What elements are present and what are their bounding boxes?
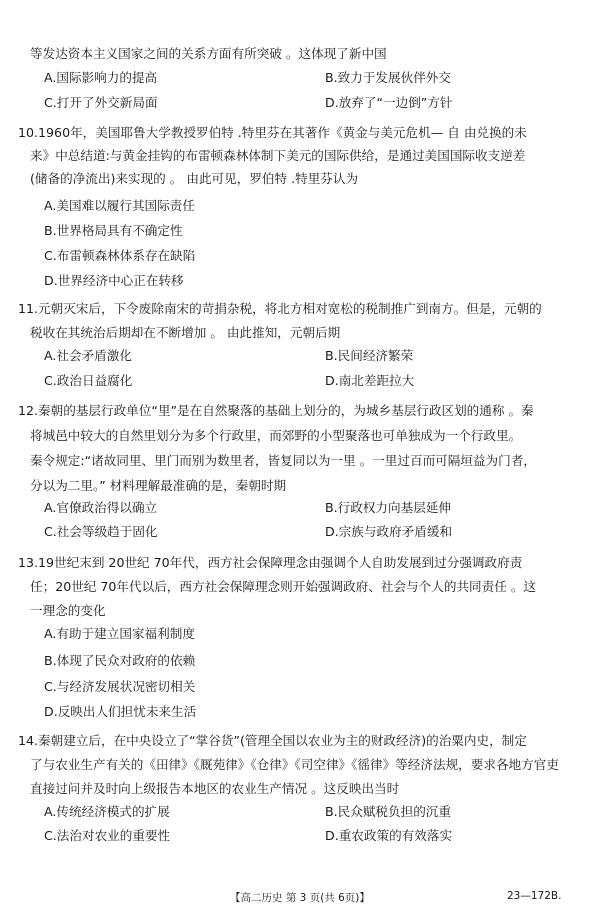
exam-code: 23—172B. — [507, 890, 562, 902]
option-9-b: B.致力于发展伙伴外交 — [325, 70, 451, 85]
question-13-line-2: 任；20世纪 70年代以后，西方社会保障理念则开始强调政府、社会与个人的共同责任 。这 — [30, 579, 537, 594]
question-10-line-2: 来》中总结道:与黄金挂钩的布雷顿森林体制下美元的国际供给，是通过美国国际收支逆差 — [30, 148, 526, 163]
question-10-line-1: 10.1960年，美国耶鲁大学教授罗伯特 .特里芬在其著作《黄金与美元危机— 自 由兑换的未 — [18, 125, 527, 140]
question-13-line-1: 13.19世纪末到 20世纪 70年代，西方社会保障理念由强调个人自助发展到过分强调政府责 — [18, 555, 523, 570]
question-12-line-2: 将城邑中较大的自然里划分为多个行政里，而郊野的小型聚落也可单独成为一个行政里。 — [30, 428, 522, 443]
option-13-b: B.体现了民众对政府的依赖 — [44, 653, 196, 668]
option-13-c: C.与经济发展状况密切相关 — [44, 679, 196, 694]
option-11-c: C.政治日益腐化 — [44, 373, 133, 388]
question-12-line-4: 分以为二里。” 材料理解最准确的是，秦朝时期 — [30, 478, 287, 493]
option-12-c: C.社会等级趋于固化 — [44, 524, 158, 539]
question-11 — [18, 301, 542, 340]
question-10-line-3: (储备的净流出)来实现的 。 由此可见，罗伯特 .特里芬认为 — [30, 171, 359, 186]
question-11-line-1: 11.元朝灭宋后，下令废除南宋的苛捐杂税，将北方相对宽松的税制推广到南方。但是，元朝的 — [18, 301, 542, 316]
option-13-a: A.有助于建立国家福利制度 — [44, 626, 195, 641]
option-11-a: A.社会矛盾激化 — [44, 348, 132, 363]
option-14-a: A.传统经济模式的扩展 — [44, 804, 170, 819]
question-12-line-1: 12.秦朝的基层行政单位“里”是在自然聚落的基础上划分的，为城乡基层行政区划的通称 。秦 — [18, 403, 534, 418]
option-10-b: B.世界格局具有不确定性 — [44, 223, 183, 238]
option-9-d: D.放弃了“一边倒”方针 — [325, 95, 453, 110]
question-13-line-3: 一理念的变化 — [30, 603, 106, 618]
question-12 — [18, 403, 536, 493]
question-10 — [18, 125, 527, 186]
option-11-b: B.民间经济繁荣 — [325, 348, 414, 363]
option-10-d: D.世界经济中心正在转移 — [44, 273, 184, 288]
option-14-d: D.重农政策的有效落实 — [325, 828, 453, 843]
question-13 — [18, 555, 536, 618]
option-12-a: A.官僚政治得以确立 — [44, 500, 158, 515]
question-14-line-3: 直接过问并及时向上级报告本地区的农业生产情况 。这反映出当时 — [30, 781, 400, 796]
option-10-c: C.布雷顿森林体系存在缺陷 — [44, 248, 196, 263]
question-14 — [18, 733, 559, 796]
question-12-line-3: 秦令规定:“诸故同里、里门而别为数里者，皆复同以为一里 。一里过百而可隔垣益为门者， — [30, 453, 536, 468]
page-number-label: 【高二历史 第 3 页(共 6页)】 — [230, 892, 370, 904]
question-9-stem-tail: 等发达资本主义国家之间的关系方面有所突破 。这体现了新中国 — [30, 46, 387, 61]
question-11-line-2: 税收在其统治后期却在不断增加 。 由此推知，元朝后期 — [30, 325, 341, 340]
question-9 — [30, 46, 387, 61]
option-10-a: A.美国难以履行其国际责任 — [44, 198, 195, 213]
question-14-line-2: 了与农业生产有关的《田律》《厩苑律》《仓律》《司空律》《徭律》等经济法规，要求各地方官吏 — [30, 757, 559, 772]
option-9-c: C.打开了外交新局面 — [44, 95, 158, 110]
option-12-b: B.行政权力向基层延伸 — [325, 500, 451, 515]
option-12-d: D.宗族与政府矛盾缓和 — [325, 524, 453, 539]
option-13-d: D.反映出人们担忧未来生活 — [44, 704, 197, 719]
option-14-c: C.法治对农业的重要性 — [44, 828, 171, 843]
option-9-a: A.国际影响力的提高 — [44, 70, 158, 85]
option-14-b: B.民众赋税负担的沉重 — [325, 804, 451, 819]
question-14-line-1: 14.秦朝建立后，在中央设立了“掌谷货”(管理全国以农业为主的财政经济)的治粟内史，制定 — [18, 733, 527, 748]
option-11-d: D.南北差距拉大 — [325, 373, 415, 388]
